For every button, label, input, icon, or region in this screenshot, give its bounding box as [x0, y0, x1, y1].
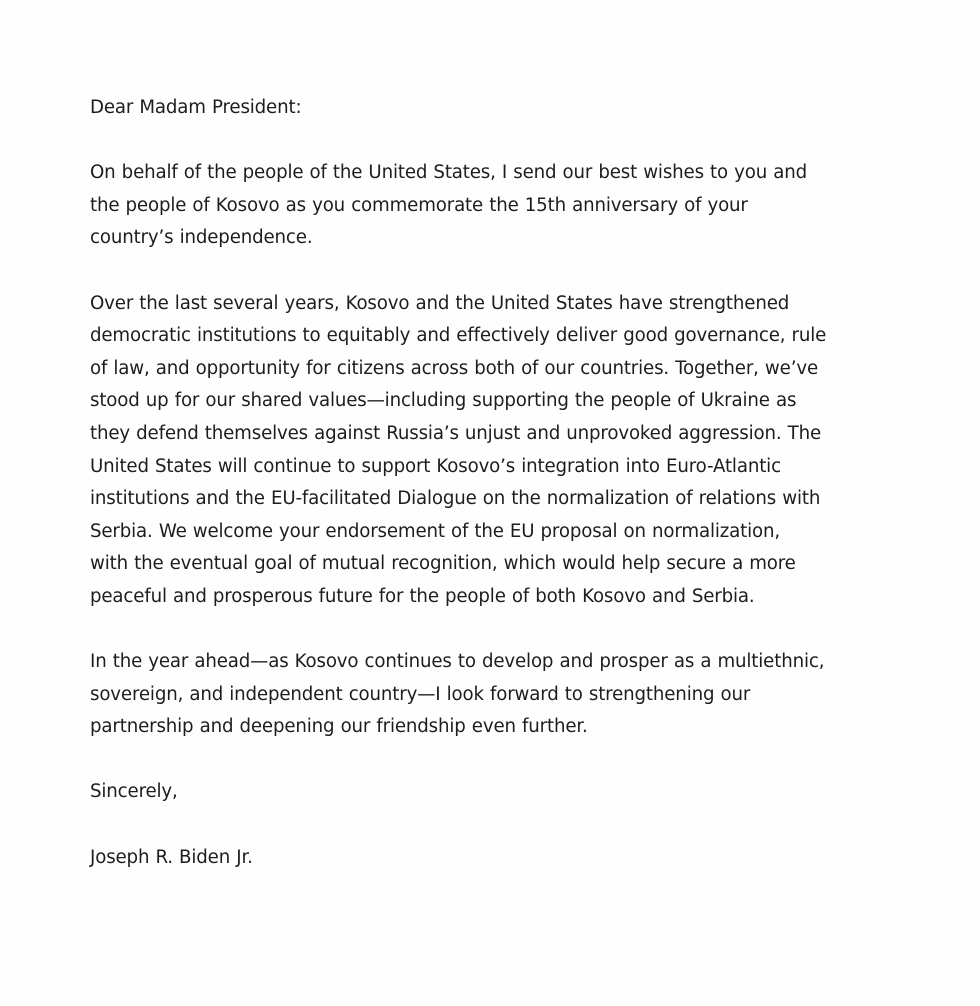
- paragraph-gap: [90, 125, 890, 158]
- paragraph-2-line: United States will continue to support Kosovo’s integration into Euro-Atlantic: [90, 455, 781, 477]
- paragraph-2-line: Serbia. We welcome your endorsement of the EU proposal on normalization,: [90, 520, 781, 542]
- letter-body: [90, 92, 890, 874]
- salutation: Dear Madam President:: [90, 97, 302, 118]
- paragraph-1-line: country’s independence.: [90, 227, 313, 249]
- paragraph-gap: [90, 744, 890, 777]
- paragraph-2-line: institutions and the EU-facilitated Dialogue on the normalization of relations with: [90, 488, 821, 510]
- paragraph-gap: [90, 255, 890, 288]
- closing: Sincerely,: [90, 781, 178, 803]
- paragraph-2-line: stood up for our shared values—including supporting the people of Ukraine as: [90, 390, 797, 412]
- paragraph-1: [90, 157, 890, 255]
- paragraph-3: [90, 646, 890, 744]
- paragraph-2: [90, 288, 890, 614]
- paragraph-2-line: with the eventual goal of mutual recognition, which would help secure a more: [90, 553, 796, 575]
- paragraph-gap: [90, 614, 890, 647]
- signature-name: Joseph R. Biden Jr.: [90, 846, 253, 868]
- paragraph-2-line: peaceful and prosperous future for the people of both Kosovo and Serbia.: [90, 585, 755, 607]
- paragraph-2-line: democratic institutions to equitably and effectively deliver good governance, rule: [90, 325, 827, 347]
- paragraph-2-line: of law, and opportunity for citizens across both of our countries. Together, we’ve: [90, 357, 818, 379]
- paragraph-1-line: On behalf of the people of the United States, I send our best wishes to you and: [90, 162, 807, 184]
- paragraph-1-line: the people of Kosovo as you commemorate the 15th anniversary of your: [90, 194, 748, 216]
- paragraph-2-line: Over the last several years, Kosovo and the United States have strengthened: [90, 292, 790, 314]
- paragraph-2-line: they defend themselves against Russia’s unjust and unprovoked aggression. The: [90, 422, 822, 444]
- paragraph-3-line: In the year ahead—as Kosovo continues to develop and prosper as a multiethnic,: [90, 651, 825, 673]
- paragraph-3-line: sovereign, and independent country—I look forward to strengthening our: [90, 683, 751, 705]
- paragraph-3-line: partnership and deepening our friendship even further.: [90, 716, 588, 738]
- paragraph-gap: [90, 809, 890, 842]
